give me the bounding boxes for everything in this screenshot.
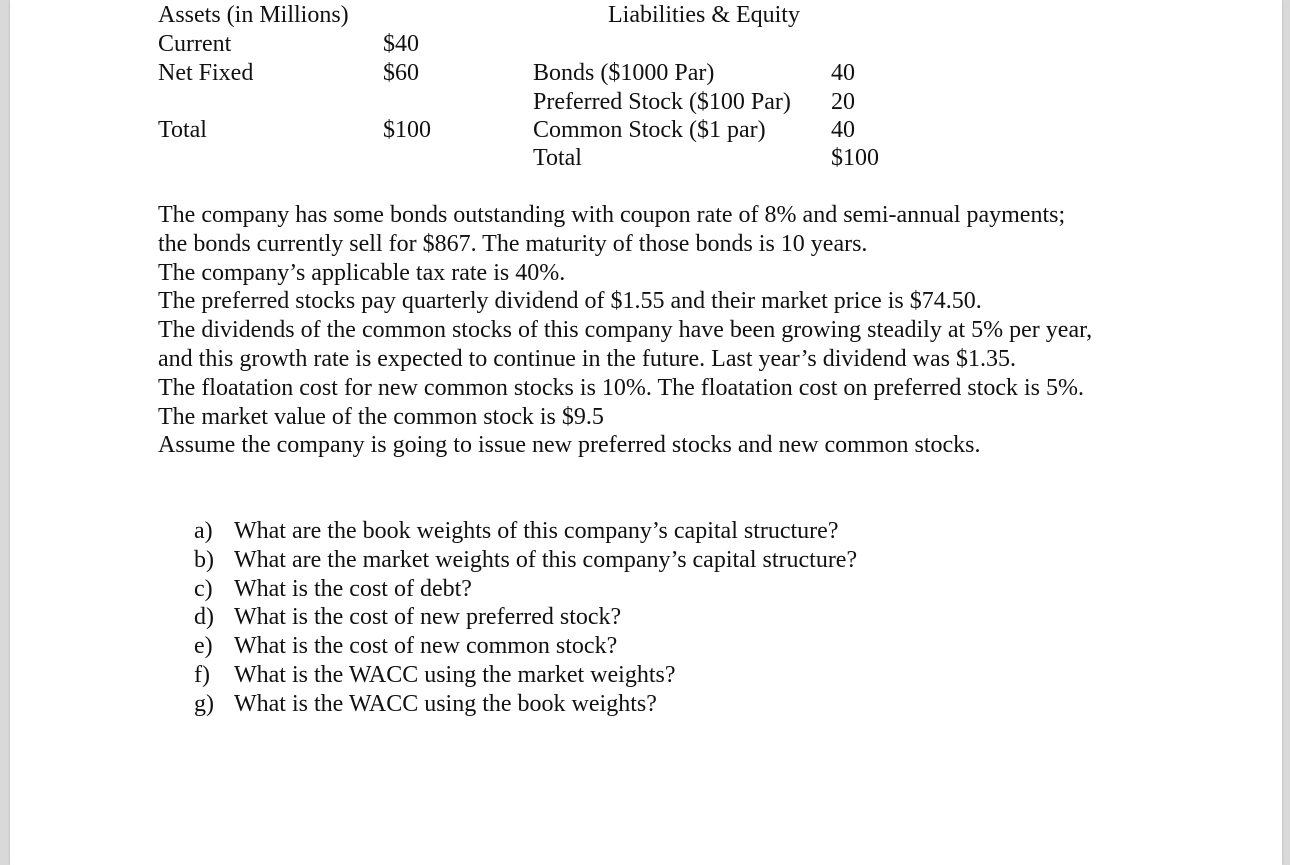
question-item [194,661,857,690]
asset-label-net-fixed: Net Fixed [158,60,254,86]
liability-value-common: 40 [831,117,855,143]
liability-value-total: $100 [831,145,879,171]
paragraph-line: and this growth rate is expected to continue in the future. Last year’s dividend was $1.35. [158,345,1016,372]
question-text: What is the cost of debt? [234,575,472,602]
question-text: What is the WACC using the market weights? [234,661,676,688]
paragraph-line: The market value of the common stock is $9.5 [158,403,604,430]
question-item [194,632,857,661]
liability-value-bonds: 40 [831,60,855,86]
question-text: What is the cost of new preferred stock? [234,604,622,631]
asset-value-current: $40 [383,31,419,57]
liability-label-total: Total [533,145,582,171]
question-letter: d) [194,604,214,631]
liability-value-preferred: 20 [831,89,855,115]
paragraph-line: The floatation cost for new common stocks is 10%. The floatation cost on preferred stock is 5%. [158,374,1084,401]
paragraph-line: the bonds currently sell for $867. The maturity of those bonds is 10 years. [158,230,868,257]
question-letter: a) [194,518,213,544]
question-letter: e) [194,633,213,660]
question-item [194,575,857,604]
problem-paragraph [158,201,1158,460]
paragraph-line: The company’s applicable tax rate is 40%. [158,259,566,286]
question-text: What are the market weights of this company’s capital structure? [234,546,858,573]
liability-label-common: Common Stock ($1 par) [533,117,766,143]
asset-label-total: Total [158,117,207,143]
question-letter: c) [194,575,213,602]
asset-label-current: Current [158,31,232,57]
asset-value-net-fixed: $60 [383,60,419,86]
document-page [10,0,1282,865]
paragraph-line: Assume the company is going to issue new preferred stocks and new common stocks. [158,432,981,459]
question-item [194,546,857,575]
question-letter: b) [194,546,214,573]
assets-header: Assets (in Millions) [158,2,349,28]
question-text: What are the book weights of this company’s capital structure? [234,518,839,544]
liability-label-preferred: Preferred Stock ($100 Par) [533,89,791,115]
question-text: What is the WACC using the book weights? [234,690,657,717]
question-item [194,690,857,719]
paragraph-line: The dividends of the common stocks of this company have been growing steadily at 5% per year, [158,317,1093,344]
question-text: What is the cost of new common stock? [234,633,618,660]
question-letter: g) [194,690,214,717]
paragraph-line: The preferred stocks pay quarterly dividend of $1.55 and their market price is $74.50. [158,288,982,315]
question-item [194,517,857,546]
paragraph-line: The company has some bonds outstanding with coupon rate of 8% and semi-annual payments; [158,202,1066,228]
question-item [194,603,857,632]
liabilities-header: Liabilities & Equity [608,2,800,28]
asset-value-total: $100 [383,117,431,143]
question-list [194,517,857,719]
liability-label-bonds: Bonds ($1000 Par) [533,60,715,86]
question-letter: f) [194,661,210,688]
